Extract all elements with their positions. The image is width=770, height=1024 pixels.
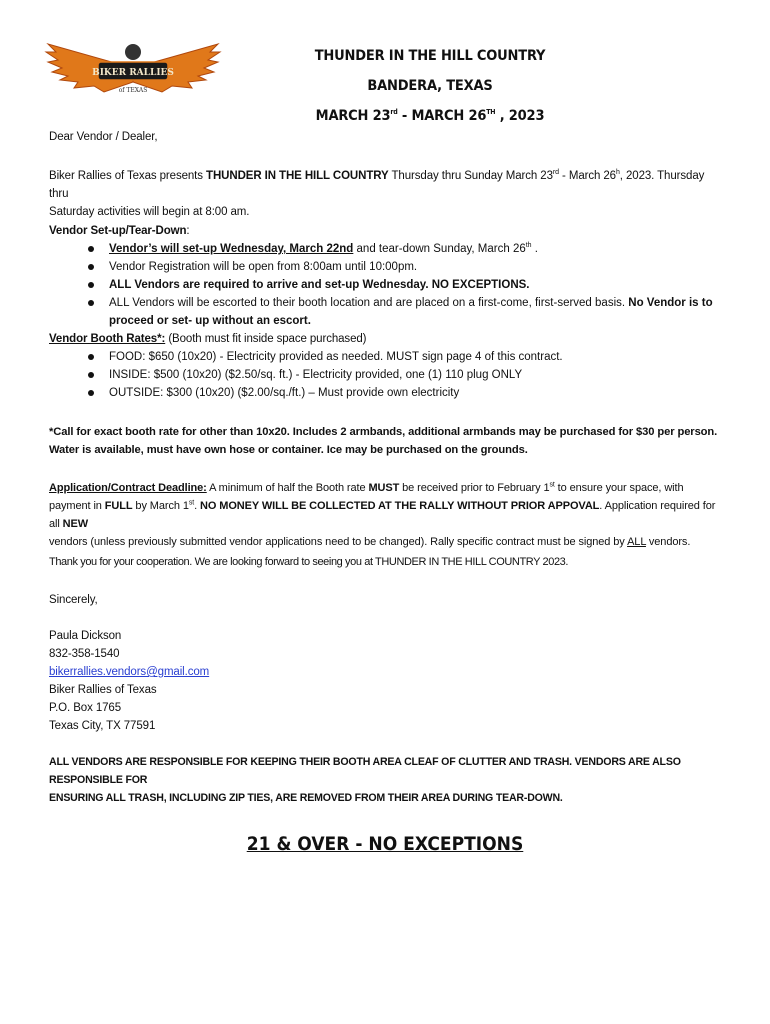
bullet-dot <box>88 300 94 306</box>
event-location: BANDERA, TEXAS <box>367 78 493 94</box>
contact-phone: 832-358-1540 <box>49 648 120 660</box>
rates-heading: Vendor Booth Rates*: (Booth must fit inside space purchased) <box>49 333 367 345</box>
contact-name: Paula Dickson <box>49 630 122 642</box>
event-dates: MARCH 23rd - MARCH 26TH , 2023 <box>315 108 545 124</box>
setup-item-4: ALL Vendors will be escorted to their booth location and are placed on a first-come, first-served basis. No Vendor is to proceed or set- up without an escort. <box>109 297 713 327</box>
rate-inside: INSIDE: $500 (10x20) ($2.50/sq. ft.) - Electricity provided, one (1) 110 plug ONLY <box>109 369 523 381</box>
bullet-dot <box>88 246 94 252</box>
setup-item-1: Vendor’s will set-up Wednesday, March 22nd and tear-down Sunday, March 26th . <box>109 242 538 255</box>
biker-rallies-logo <box>44 38 222 102</box>
salutation: Dear Vendor / Dealer, <box>49 131 158 143</box>
bullet-dot <box>88 390 94 396</box>
bullet-dot <box>88 264 94 270</box>
deadline-paragraph: Application/Contract Deadline: A minimum of half the Booth rate MUST be received prior to February 1st to ensure your space, with payment in FULL by March 1st. NO MONEY WILL BE COLLECTED AT THE RALLY WITHOUT PRIOR APPOVAL. Application required for all NEW vendors (unless previously submitted vendor applications need to be changed). Rally specific contract must be signed by ALL vendors. <box>49 481 716 548</box>
contact-city: Texas City, TX 77591 <box>49 720 156 732</box>
event-title: THUNDER IN THE HILL COUNTRY <box>314 48 546 64</box>
closing: Sincerely, <box>49 594 98 606</box>
setup-heading: Vendor Set-up/Tear-Down: <box>49 225 190 237</box>
bullet-dot <box>88 372 94 378</box>
rate-food: FOOD: $650 (10x20) - Electricity provided as needed. MUST sign page 4 of this contract. <box>109 351 563 363</box>
rate-outside: OUTSIDE: $300 (10x20) ($2.00/sq./ft.) – Must provide own electricity <box>109 387 460 399</box>
contact-box: P.O. Box 1765 <box>49 702 122 714</box>
bullet-dot <box>88 282 94 288</box>
email-link[interactable]: bikerrallies.vendors@gmail.com <box>49 666 210 678</box>
setup-item-3: ALL Vendors are required to arrive and set-up Wednesday. NO EXCEPTIONS. <box>109 279 530 291</box>
age-requirement-footer: 21 & OVER - NO EXCEPTIONS <box>246 833 524 855</box>
contact-org: Biker Rallies of Texas <box>49 684 157 696</box>
setup-item-2: Vendor Registration will be open from 8:00am until 10:00pm. <box>109 261 418 273</box>
responsibility-notice: ALL VENDORS ARE RESPONSIBLE FOR KEEPING THEIR BOOTH AREA CLEAF OF CLUTTER AND TRASH. VENDORS ARE ALSO RESPONSIBLE FOR ENSURING ALL TRASH, INCLUDING ZIP TIES, ARE REMOVED FROM THEIR AREA DURING TEAR-DOWN. <box>49 756 681 804</box>
bullet-dot <box>88 354 94 360</box>
logo-text: BIKER RALLIES <box>92 68 174 78</box>
contact-email[interactable] <box>49 663 724 681</box>
logo-subtext: of TEXAS <box>118 87 148 94</box>
intro-paragraph: Biker Rallies of Texas presents THUNDER IN THE HILL COUNTRY Thursday thru Sunday March 23rd - March 26$^h$, 2023. Thursday thru Saturday activities will begin at 8:00 am. <box>49 169 705 218</box>
thank-you: Thank you for your cooperation. We are looking forward to seeing you at THUNDER IN THE HILL COUNTRY 2023. <box>49 556 569 568</box>
booth-rate-note: *Call for exact booth rate for other than 10x20. Includes 2 armbands, additional armbands may be purchased for $30 per person. Water is available, must have own hose or container. Ice may be purchased on the grounds. <box>49 426 718 456</box>
